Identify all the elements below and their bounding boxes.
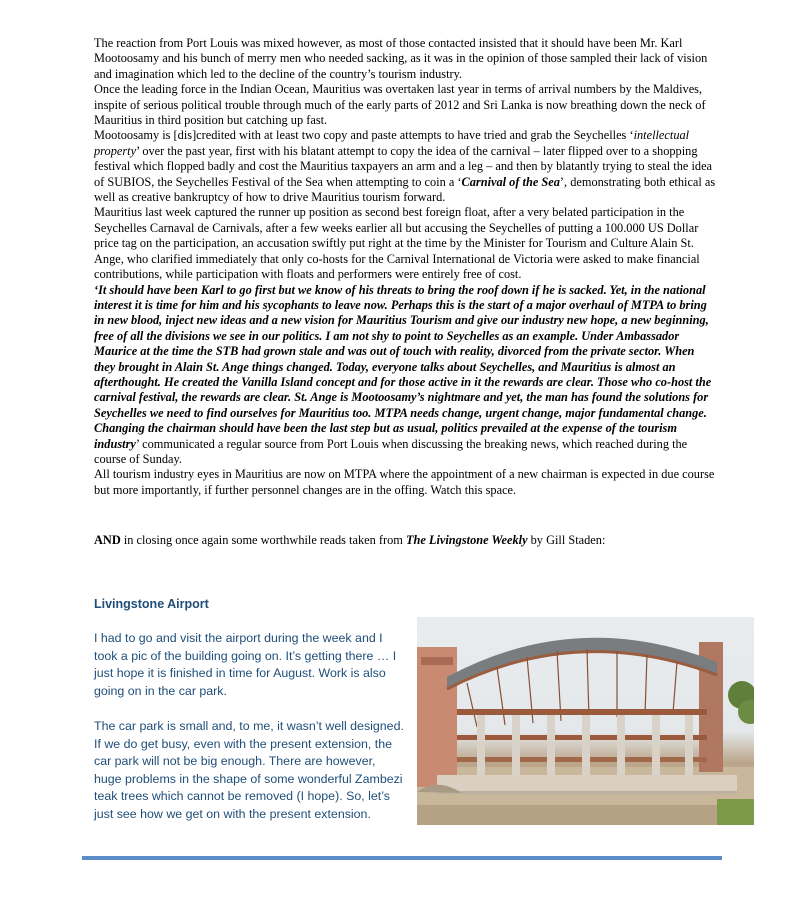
article-paragraph-1: The reaction from Port Louis was mixed however, as most of those contacted insisted that it should have been Mr. Karl Mootoosamy and his bunch of merry men who needed sacking, as it was in the opinion of those sampled their lack of vision and imagination which led to the decline of the country’s tourism industry. [94, 36, 708, 81]
footer-divider [82, 856, 722, 860]
airport-construction-photo [417, 617, 754, 825]
source-quote: ‘It should have been Karl to go first but we know of his threats to bring the roof down if he is sacked. Yet, in the national interest it is time for him and his sycophants to leave now. Perhaps this is the start of a major overhaul of MTPA to bring in new blood, inject new ideas and a new vision for Mauritius Tourism and give our industry new hope, a new beginning, free of all the divisions we see in our politics. I am not shy to point to Seychelles as an example. Under Ambassador Maurice at the time the STB had grown stale and was out of touch with reality, divorced from the private sector. When they brought in Alain St. Ange things changed. Today, everyone talks about Seychelles, and Mauritius is almost an afterthought. He created the Vanilla Island concept and for those active in it the rewards are clear. Those who co-host the carnival festival, the rewards are clear. St. Ange is Mootoosamy’s nightmare and yet, the man has found the solutions for Seychelles we need to find ourselves for Mauritius too. MTPA needs change, urgent change, major fundamental change. Changing the chairman should have been the last step but as usual, politics prevailed at the expense of the tourism industry [94, 282, 712, 451]
article-paragraph-3 [94, 128, 716, 205]
construction-illustration [417, 617, 754, 825]
article-paragraph-4: Mauritius last week captured the runner up position as second best foreign float, after a very belated participation in the Seychelles Carnaval de Carnivals, after a few weeks earlier all but accusing the Seychelles of putting a 100.000 US Dollar price tag on the participation, an accusation swiftly put right at the time by the Minister for Tourism and Culture Alain St. Ange, who clarified immediately that only co-hosts for the Carnival International de Victoria were asked to make financial contributions, while participation with floats and performers were entirely free of cost. [94, 205, 700, 282]
article-paragraph-2: Once the leading force in the Indian Ocean, Mauritius was overtaken last year in terms of arrival numbers by the Maldives, inspite of serious political trouble through much of the early parts of 2012 and Sri Lanka is now breathing down the neck of Mauritius in third position but catching up fast. [94, 82, 706, 128]
section-paragraph-2: The car park is small and, to me, it wasn’t well designed. If we do get busy, even with the present extension, the car park will not be big enough. There are however, huge problems in the shape of some wonderful Zambezi teak trees which cannot be removed (I hope). So, let’s just see how we get on with the present extension. [94, 718, 404, 821]
section-paragraph-1: I had to go and visit the airport during the week and I took a pic of the building going on. It’s getting there … I just hope it is finished in time for August. Work is also going on in the car park. [94, 631, 397, 698]
closing-text: in closing once again some worthwhile reads taken from [120, 533, 406, 547]
section-body [94, 630, 406, 841]
article-paragraph-6: All tourism industry eyes in Mauritius are now on MTPA where the appointment of a new chairman is expected in due course but more importantly, if further personnel changes are in the offing. Watch this space. [94, 467, 715, 497]
emphasis-carnival-of-the-sea: Carnival of the Sea [461, 174, 560, 189]
article-body [94, 36, 716, 498]
section-title: Livingstone Airport [94, 597, 209, 611]
article-text: ’ over the past year, first with his blatant attempt to copy the idea of the carnival – later flipped over to a shopping festival which flopped badly and cost the Mauritius taxpayers an arm and a leg – and then by blatantly trying to steal the idea of SUBIOS, the Seychelles Festival of the Sea when attempting to coin a ‘ [94, 143, 713, 189]
article-text: Mootoosamy is [dis]credited with at least two copy and paste attempts to have tried and grab the Seychelles ‘ [94, 128, 634, 143]
closing-lead: AND [94, 533, 121, 547]
article-paragraph-5 [94, 283, 716, 468]
closing-source: The Livingstone Weekly [405, 533, 528, 547]
article-text: ’ communicated a regular source from Port Louis when discussing the breaking news, which reached during the course of Sunday. [94, 436, 688, 466]
emphasis-intellectual-property: intellectual property [94, 128, 690, 158]
closing-tail: by Gill Staden: [527, 533, 606, 547]
closing-line [94, 533, 734, 548]
article-text: ’, demonstrating both ethical as well as creative bankruptcy of how to drive Mauritius tourism forward. [94, 174, 716, 205]
